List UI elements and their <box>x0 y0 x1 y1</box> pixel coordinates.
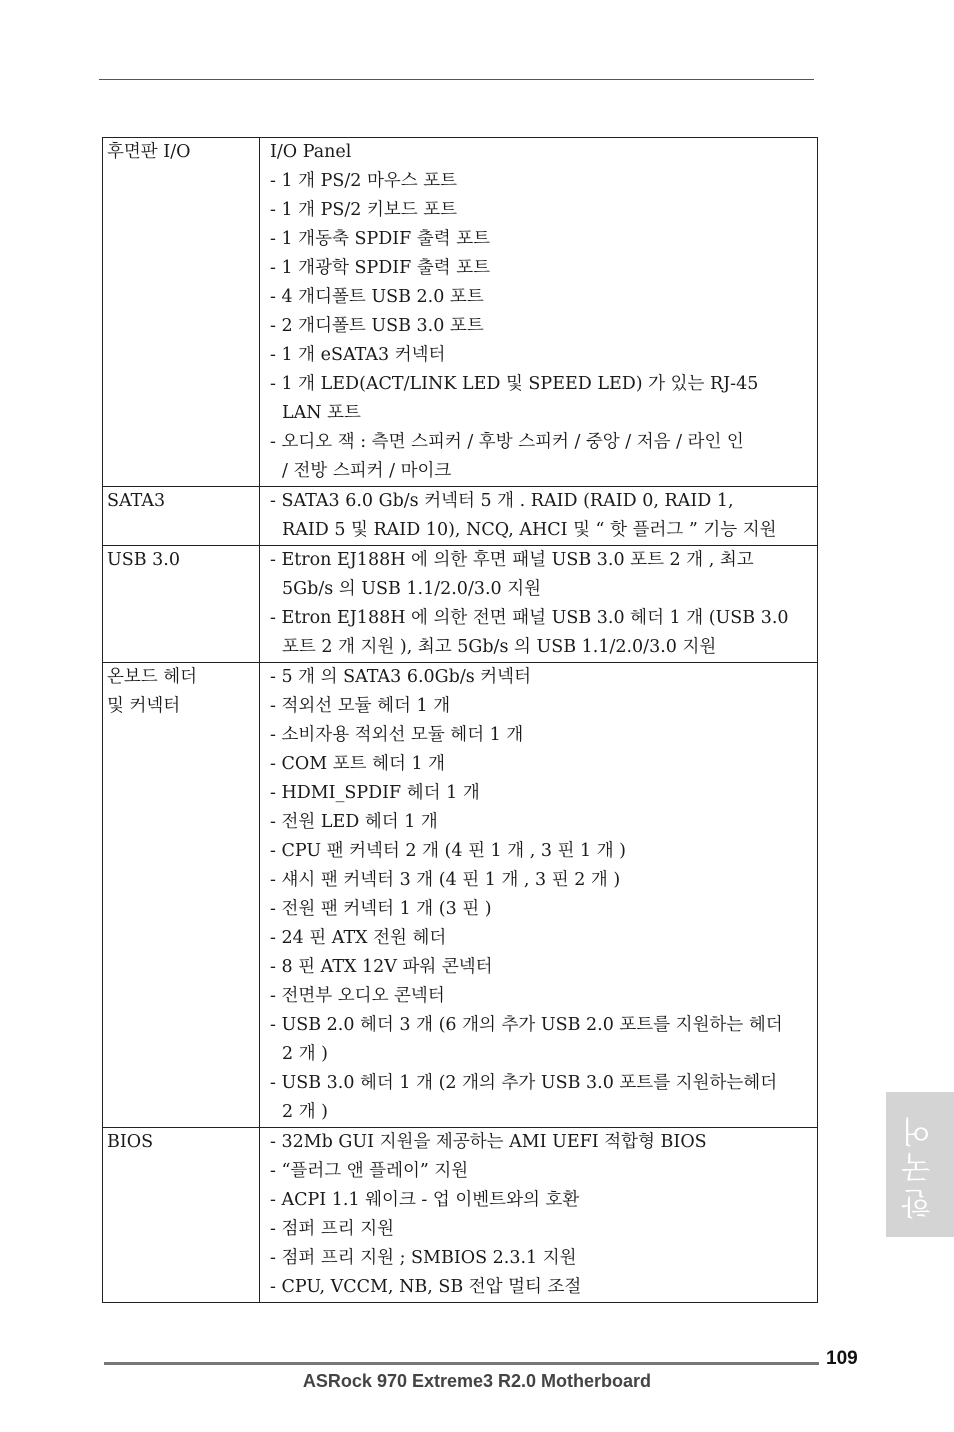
spec-line: - HDMI_SPDIF 헤더 1 개 <box>270 783 480 803</box>
spec-content <box>260 663 818 1128</box>
spec-line: LAN 포트 <box>282 403 361 423</box>
spec-line: - CPU 팬 커넥터 2 개 (4 핀 1 개 , 3 핀 1 개 ) <box>270 841 626 861</box>
spec-line: - “플러그 앤 플레이” 지원 <box>270 1161 469 1181</box>
spec-line: - Etron EJ188H 에 의한 후면 패널 USB 3.0 포트 2 개 , 최고 <box>270 550 754 570</box>
spec-content <box>260 546 818 663</box>
spec-line: - 1 개 LED(ACT/LINK LED 및 SPEED LED) 가 있는 RJ-45 <box>270 374 759 394</box>
spec-label: SATA3 <box>103 487 260 546</box>
spec-table <box>102 137 818 1303</box>
spec-content <box>260 1128 818 1303</box>
header-rule <box>99 79 814 80</box>
spec-line: - 소비자용 적외선 모듈 헤더 1 개 <box>270 725 524 745</box>
spec-line: - USB 3.0 헤더 1 개 (2 개의 추가 USB 3.0 포트를 지원하는헤더 <box>270 1073 778 1093</box>
spec-line: - 오디오 잭 : 측면 스피커 / 후방 스피커 / 중앙 / 저음 / 라인 인 <box>270 432 744 452</box>
spec-line: - 4 개디폴트 USB 2.0 포트 <box>270 287 484 307</box>
footer-title-text: ASRock 970 Extreme3 R2.0 Motherboard <box>302 1371 652 1391</box>
spec-line: - COM 포트 헤더 1 개 <box>270 754 446 774</box>
spec-line: 포트 2 개 지원 ), 최고 5Gb/s 의 USB 1.1/2.0/3.0 지원 <box>282 637 717 657</box>
spec-content <box>260 138 818 487</box>
spec-line: - 1 개광학 SPDIF 출력 포트 <box>270 258 491 278</box>
spec-row <box>103 487 818 546</box>
spec-label: USB 3.0 <box>103 546 260 663</box>
spec-label: BIOS <box>103 1128 260 1303</box>
spec-line: - 점퍼 프리 지원 ; SMBIOS 2.3.1 지원 <box>270 1248 577 1268</box>
spec-line: - 점퍼 프리 지원 <box>270 1219 395 1239</box>
spec-line: / 전방 스피커 / 마이크 <box>282 461 452 481</box>
spec-line: - 적외선 모듈 헤더 1 개 <box>270 696 451 716</box>
spec-line: - 1 개 PS/2 키보드 포트 <box>270 200 458 220</box>
spec-line: 2 개 ) <box>282 1044 328 1064</box>
footer-rule <box>104 1362 819 1365</box>
spec-line: - 1 개동축 SPDIF 출력 포트 <box>270 229 491 249</box>
spec-line: - 전원 LED 헤더 1 개 <box>270 812 438 832</box>
spec-line: RAID 5 및 RAID 10), NCQ, AHCI 및 “ 핫 플러그 ” 기능 지원 <box>282 520 777 540</box>
spec-line: - 전면부 오디오 콘넥터 <box>270 986 445 1006</box>
footer-title <box>0 1371 954 1392</box>
language-tab <box>886 1092 954 1237</box>
spec-label: 온보드 헤더 및 커넥터 <box>103 663 260 1128</box>
spec-line: - 24 핀 ATX 전원 헤더 <box>270 928 447 948</box>
spec-line: - 8 핀 ATX 12V 파워 콘넥터 <box>270 957 493 977</box>
spec-line: - Etron EJ188H 에 의한 전면 패널 USB 3.0 헤더 1 개 (USB 3.0 <box>270 608 789 628</box>
spec-line: - SATA3 6.0 Gb/s 커넥터 5 개 . RAID (RAID 0, RAID 1, <box>270 491 734 511</box>
spec-line: - 전원 팬 커넥터 1 개 (3 핀 ) <box>270 899 492 919</box>
spec-row <box>103 663 818 1128</box>
spec-line: - ACPI 1.1 웨이크 - 업 이벤트와의 호환 <box>270 1190 580 1210</box>
page-number: 109 <box>826 1348 858 1369</box>
spec-line: - 1 개 eSATA3 커넥터 <box>270 345 446 365</box>
spec-line: - USB 2.0 헤더 3 개 (6 개의 추가 USB 2.0 포트를 지원하는 헤더 <box>270 1015 783 1035</box>
spec-line: 5Gb/s 의 USB 1.1/2.0/3.0 지원 <box>282 579 542 599</box>
spec-row <box>103 546 818 663</box>
spec-line: 2 개 ) <box>282 1102 328 1122</box>
spec-line: - 2 개디폴트 USB 3.0 포트 <box>270 316 484 336</box>
spec-line: - 1 개 PS/2 마우스 포트 <box>270 171 458 191</box>
spec-label: 후면판 I/O <box>103 138 260 487</box>
spec-row <box>103 1128 818 1303</box>
spec-line: - CPU, VCCM, NB, SB 전압 멀티 조절 <box>270 1277 582 1297</box>
spec-line: - 5 개 의 SATA3 6.0Gb/s 커넥터 <box>270 667 531 687</box>
spec-line: - 32Mb GUI 지원을 제공하는 AMI UEFI 적합형 BIOS <box>270 1132 707 1152</box>
language-tab-label: 한국어 <box>902 1110 937 1219</box>
spec-line: I/O Panel <box>270 142 352 162</box>
spec-row <box>103 138 818 487</box>
spec-content <box>260 487 818 546</box>
spec-line: - 섀시 팬 커넥터 3 개 (4 핀 1 개 , 3 핀 2 개 ) <box>270 870 621 890</box>
